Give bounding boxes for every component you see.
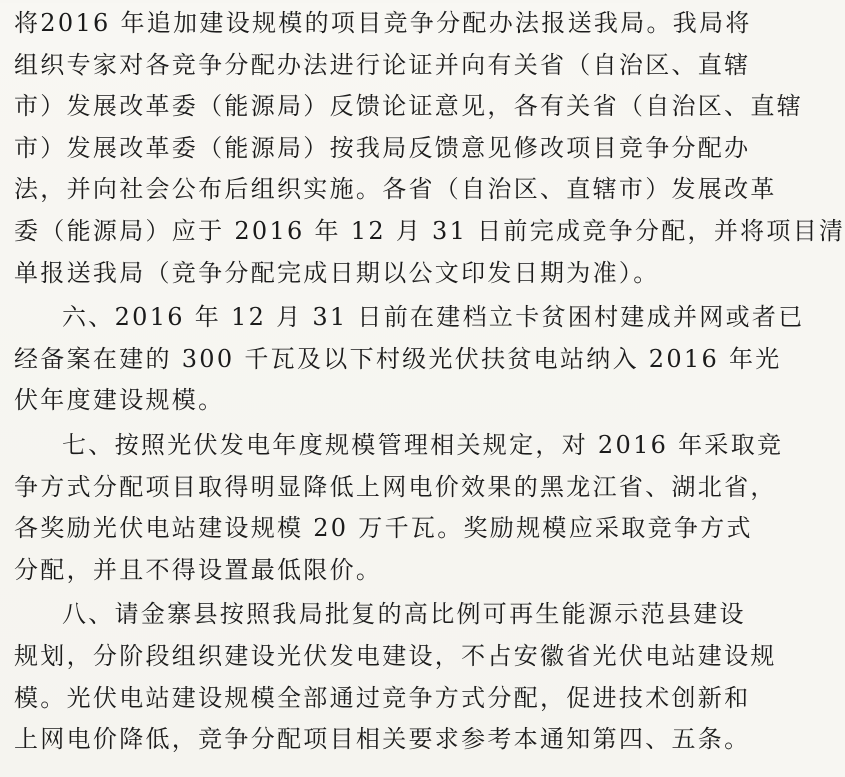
text-line: 争方式分配项目取得明显降低上网电价效果的黑龙江省、湖北省， <box>14 472 777 501</box>
text-line: 将2016 年追加建设规模的项目竞争分配办法报送我局。我局将 <box>14 9 752 37</box>
paragraph-3 <box>14 425 784 591</box>
text-line: 分配，并且不得设置最低限价。 <box>14 555 383 584</box>
text-line: 各奖励光伏电站建设规模 20 万千瓦。奖励规模应采取竞争方式 <box>14 514 753 543</box>
text-line: 法，并向社会公布后组织实施。各省（自治区、直辖市）发展改革 <box>14 175 777 204</box>
text-line: 上网电价降低，竞争分配项目相关要求参考本通知第四、五条。 <box>14 725 751 754</box>
document-page <box>0 3 845 777</box>
text-line: 七、按照光伏发电年度规模管理相关规定，对 2016 年采取竞 <box>62 430 784 459</box>
text-line: 市）发展改革委（能源局）反馈论证意见，各有关省（自治区、直辖 <box>14 92 803 121</box>
text-line: 经备案在建的 300 千瓦及以下村级光伏扶贫电站纳入 2016 年光 <box>14 344 782 373</box>
text-line: 市）发展改革委（能源局）按我局反馈意见修改项目竞争分配办 <box>14 133 751 162</box>
text-line: 模。光伏电站建设规模全部通过竞争方式分配，促进技术创新和 <box>14 683 751 712</box>
paragraph-1 <box>14 3 845 294</box>
text-line: 单报送我局（竞争分配完成日期以公文印发日期为准）。 <box>14 258 660 287</box>
paragraph-4 <box>14 594 777 760</box>
text-line: 组织专家对各竞争分配办法进行论证并向有关省（自治区、直辖 <box>14 50 751 79</box>
text-line: 六、2016 年 12 月 31 日前在建档立卡贫困村建成并网或者已 <box>62 303 805 332</box>
text-line: 委（能源局）应于 2016 年 12 月 31 日前完成竞争分配，并将项目清 <box>14 216 845 245</box>
paragraph-2 <box>14 297 805 422</box>
text-line: 规划，分阶段组织建设光伏发电建设，不占安徽省光伏电站建设规 <box>14 641 777 670</box>
text-line: 八、请金寨县按照我局批复的高比例可再生能源示范县建设 <box>62 600 746 629</box>
text-line: 伏年度建设规模。 <box>14 386 225 415</box>
